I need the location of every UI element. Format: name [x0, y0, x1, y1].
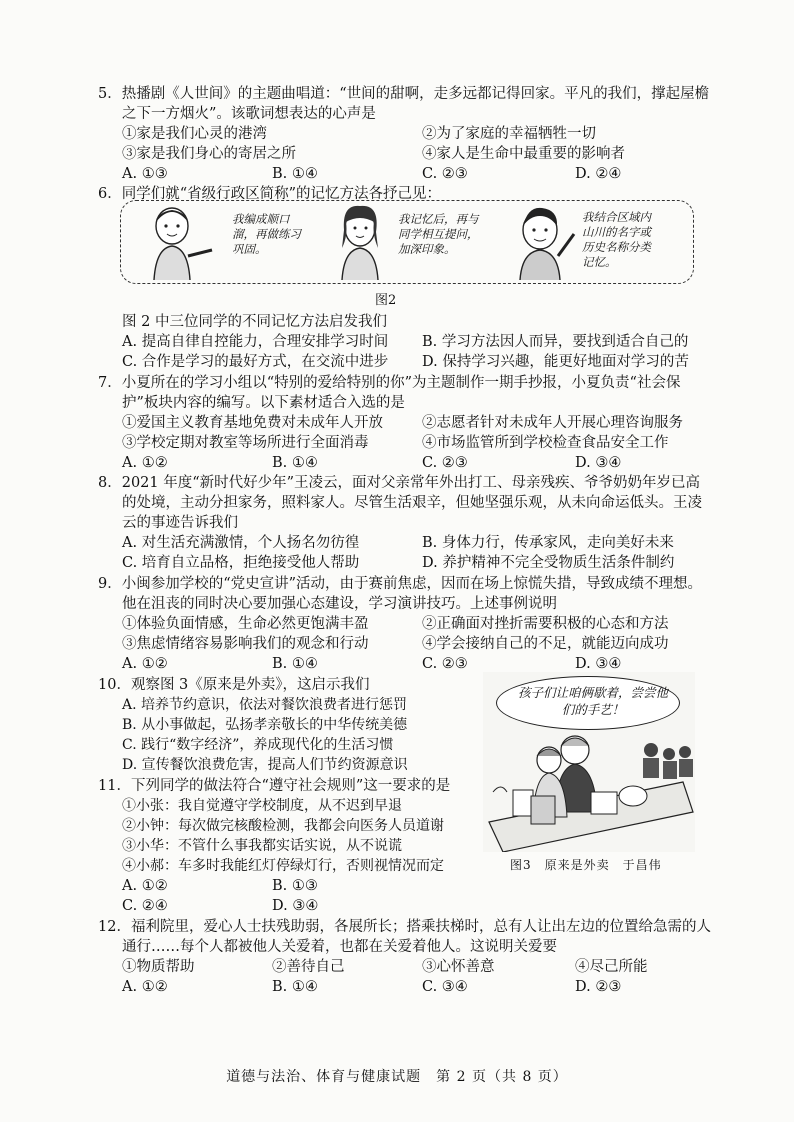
q12-stem: 12．福利院里，爱心人士扶残助弱，各展所长；搭乘扶梯时，总有人让出左边的位置给急需的人	[98, 919, 711, 935]
q9-item: ②正确面对挫折需要积极的心态和方法	[422, 616, 669, 632]
q7-stem: 护”板块内容的编写。以下素材适合入选的是	[122, 395, 405, 411]
q10-choice-d: D. 宣传餐饮浪费危害，提高人们节约资源意识	[122, 757, 408, 773]
q9-item: ③焦虑情绪容易影响我们的观念和行动	[122, 636, 369, 652]
q5-item: ①家是我们心灵的港湾	[122, 126, 267, 142]
student-2-speech: 我记忆后，再与同学相互提问，加深印象。	[398, 212, 479, 256]
q7-choice-b: B. ①④	[272, 455, 318, 471]
q5-item: ②为了家庭的幸福牺牲一切	[422, 126, 596, 142]
q6-choice-a: A. 提高自律自控能力，合理安排学习时间	[122, 334, 389, 350]
q9-choice-b: B. ①④	[272, 656, 318, 672]
q12-stem: 通行……每个人都被他人关爱着，也都在关爱着他人。这说明关爱要	[122, 939, 557, 955]
q9-stem: 9．小闽参加学校的“党史宣讲”活动，由于赛前焦虑，因而在场上惊慌失措，导致成绩不理想。	[98, 576, 703, 592]
q12-item: ④尽己所能	[575, 959, 648, 975]
figure-3-speech-text: 孩子们让咱俩歇着，尝尝他们的手艺！	[518, 685, 669, 717]
q8-stem: 8．2021 年度“新时代好少年”王凌云，面对父亲常年外出打工、母亲残疾、爷爷奶奶年岁已高	[98, 475, 701, 491]
q11-choice-d: D. ③④	[272, 898, 319, 914]
q7-item: ①爱国主义教育基地免费对未成年人开放	[122, 415, 383, 431]
q9-choice-a: A. ①②	[122, 656, 168, 672]
q5-item: ③家是我们身心的寄居之所	[122, 146, 296, 162]
q12-item: ③心怀善意	[422, 959, 495, 975]
student-1-drawing	[154, 208, 212, 280]
q12-choice-c: C. ③④	[422, 979, 468, 995]
q5-stem: 之下一方烟火”。该歌词想表达的心声是	[122, 106, 376, 122]
q7-item: ④市场监管所到学校检查食品安全工作	[422, 435, 669, 451]
q7-stem: 7．小夏所在的学习小组以“特别的爱给特别的你”为主题制作一期手抄报，小夏负责“社会保	[98, 375, 681, 391]
q7-item: ②志愿者针对未成年人开展心理咨询服务	[422, 415, 683, 431]
q7-choice-c: C. ②③	[422, 455, 468, 471]
q9-stem: 他在沮丧的同时决心要加强心态建设，学习演讲技巧。上述事例说明	[122, 596, 557, 612]
student-2-drawing	[342, 206, 378, 280]
q5-choice-c: C. ②③	[422, 166, 468, 182]
student-1-speech: 我编成顺口溜，再做练习巩固。	[232, 212, 301, 256]
q9-item: ①体验负面情感，生命必然更饱满丰盈	[122, 616, 369, 632]
q10-stem: 10．观察图 3《原来是外卖》，这启示我们	[98, 677, 370, 693]
q8-choice-c: C. 培育自立品格，拒绝接受他人帮助	[122, 555, 360, 571]
q12-choice-b: B. ①④	[272, 979, 318, 995]
q5-stem: 5．热播剧《人世间》的主题曲唱道：“世间的甜啊，走多远都记得回家。平凡的我们，撑起屋檐	[98, 86, 710, 102]
q10-choice-a: A. 培养节约意识，依法对餐饮浪费者进行惩罚	[122, 697, 408, 713]
q6-choice-d: D. 保持学习兴趣，能更好地面对学习的苦	[422, 354, 689, 370]
q7-item: ③学校定期对教室等场所进行全面消毒	[122, 435, 369, 451]
q9-item: ④学会接纳自己的不足，就能迈向成功	[422, 636, 669, 652]
q6-stem: 6．同学们就“省级行政区简称”的记忆方法各抒己见：	[98, 186, 442, 202]
q12-item: ②善待自己	[272, 959, 345, 975]
q11-choice-a: A. ①②	[122, 878, 168, 894]
q11-item: ①小张：我自觉遵守学校制度，从不迟到早退	[122, 798, 402, 814]
q5-choice-a: A. ①③	[122, 166, 168, 182]
q5-choice-b: B. ①④	[272, 166, 318, 182]
q8-choice-b: B. 身体力行，传承家风，走向美好未来	[422, 535, 674, 551]
q6-choice-c: C. 合作是学习的最好方式，在交流中进步	[122, 354, 389, 370]
q12-choice-a: A. ①②	[122, 979, 168, 995]
q9-choice-c: C. ②③	[422, 656, 468, 672]
student-3-speech: 我结合区域内山川的名字或历史名称分类记忆。	[582, 210, 651, 269]
q11-choice-b: B. ①③	[272, 878, 318, 894]
q12-item: ①物质帮助	[122, 959, 195, 975]
q6-sub-stem: 图 2 中三位同学的不同记忆方法启发我们	[122, 314, 387, 330]
q11-item: ③小华：不管什么事我都实话实说，从不说谎	[122, 838, 402, 854]
q5-choice-d: D. ②④	[575, 166, 622, 182]
q11-stem: 11．下列同学的做法符合“遵守社会规则”这一要求的是	[98, 778, 451, 794]
q11-item: ④小郝：车多时我能红灯停绿灯行，否则视情况而定	[122, 858, 444, 874]
q11-item: ②小钟：每次做完核酸检测，我都会向医务人员道谢	[122, 818, 444, 834]
q11-choice-c: C. ②④	[122, 898, 168, 914]
q8-choice-a: A. 对生活充满激情，个人扬名勿彷徨	[122, 535, 360, 551]
q7-choice-a: A. ①②	[122, 455, 168, 471]
q12-choice-d: D. ②③	[575, 979, 622, 995]
q10-choice-c: C. 践行“数字经济”，养成现代化的生活习惯	[122, 737, 394, 753]
q8-stem: 的处境，主动分担家务，照料家人。尽管生活艰辛，但她坚强乐观，从未向命运低头。王凌	[122, 495, 702, 511]
q8-stem: 云的事迹告诉我们	[122, 515, 238, 531]
q9-choice-d: D. ③④	[575, 656, 622, 672]
figure-3-caption: 图3 原来是外卖 于昌伟	[510, 858, 662, 872]
figure-2-caption: 图2	[375, 293, 397, 308]
page-footer: 道德与法治、体育与健康试题 第 2 页（共 8 页）	[226, 1069, 568, 1085]
q7-choice-d: D. ③④	[575, 455, 622, 471]
q10-choice-b: B. 从小事做起，弘扬孝亲敬长的中华传统美德	[122, 717, 408, 733]
q8-choice-d: D. 养护精神不完全受物质生活条件制约	[422, 555, 675, 571]
student-3-drawing	[520, 208, 574, 280]
q5-item: ④家人是生命中最重要的影响者	[422, 146, 625, 162]
q6-choice-b: B. 学习方法因人而异，要找到适合自己的	[422, 334, 689, 350]
